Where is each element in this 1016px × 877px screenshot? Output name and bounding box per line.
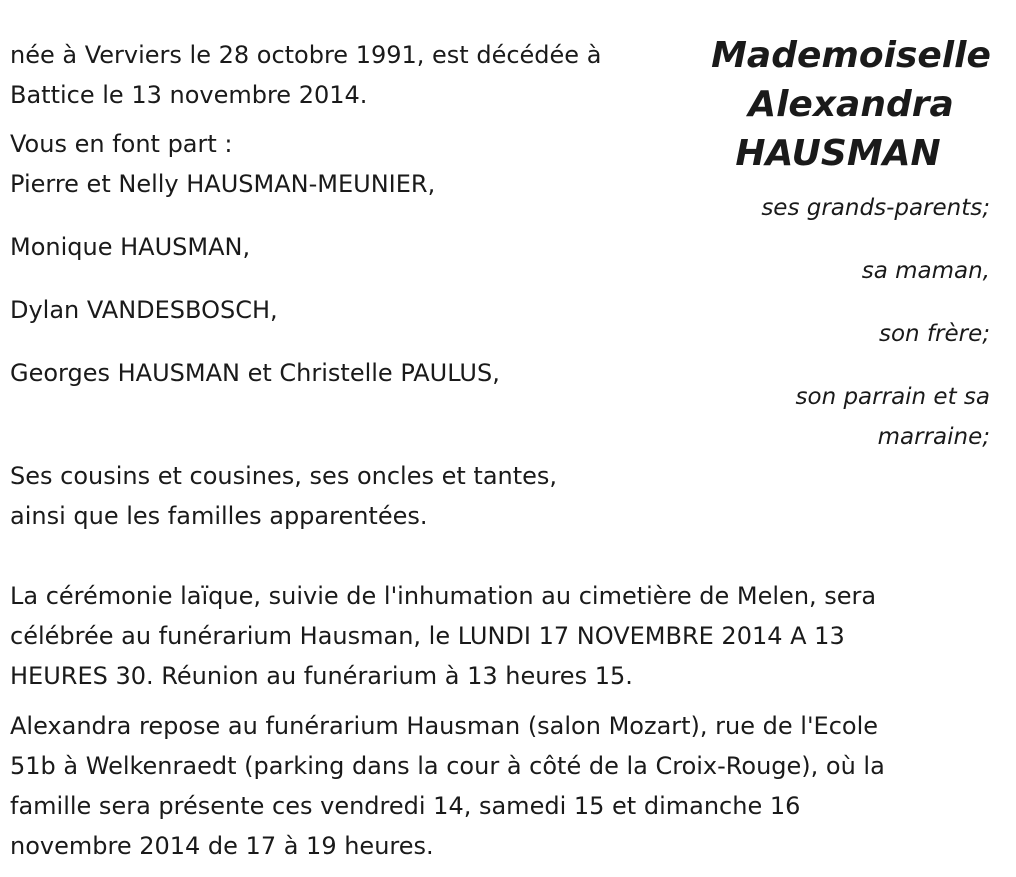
mourner-relation: marraine; (877, 424, 990, 450)
mourner-name: Georges HAUSMAN et Christelle PAULUS, (10, 359, 500, 387)
intro-line-2: Battice le 13 novembre 2014. (10, 81, 368, 109)
mourner-relation: son parrain et sa (795, 384, 990, 410)
ceremony-line: HEURES 30. Réunion au funérarium à 13 heures 15. (10, 662, 633, 690)
mourner-name: Monique HAUSMAN, (10, 233, 251, 261)
deceased-first-name: Alexandra (748, 84, 954, 125)
family-line-1: Ses cousins et cousines, ses oncles et tantes, (10, 462, 558, 490)
intro-line-1: née à Verviers le 28 octobre 1991, est décédée à (10, 41, 602, 69)
mourner-relation: son frère; (878, 321, 990, 347)
visitation-line: famille sera présente ces vendredi 14, samedi 15 et dimanche 16 (10, 792, 801, 820)
visitation-line: Alexandra repose au funérarium Hausman (salon Mozart), rue de l'Ecole (10, 712, 879, 740)
mourner-name: Pierre et Nelly HAUSMAN-MEUNIER, (10, 170, 436, 198)
deceased-last-name: HAUSMAN (735, 133, 941, 174)
visitation-line: 51b à Welkenraedt (parking dans la cour à côté de la Croix-Rouge), où la (10, 752, 885, 780)
visitation-line: novembre 2014 de 17 à 19 heures. (10, 832, 434, 860)
mourner-name: Dylan VANDESBOSCH, (10, 296, 278, 324)
family-line-2: ainsi que les familles apparentées. (10, 502, 428, 530)
mourner-relation: ses grands-parents; (761, 195, 990, 221)
mourner-relation: sa maman, (861, 258, 990, 284)
ceremony-paragraph (10, 576, 1010, 696)
visitation-paragraph (10, 706, 1010, 866)
deceased-title: Mademoiselle (711, 35, 991, 76)
ceremony-line: La cérémonie laïque, suivie de l'inhumation au cimetière de Melen, sera (10, 582, 877, 610)
ceremony-line: célébrée au funérarium Hausman, le LUNDI 17 NOVEMBRE 2014 A 13 (10, 622, 845, 650)
announcement-heading: Vous en font part : (10, 130, 233, 158)
